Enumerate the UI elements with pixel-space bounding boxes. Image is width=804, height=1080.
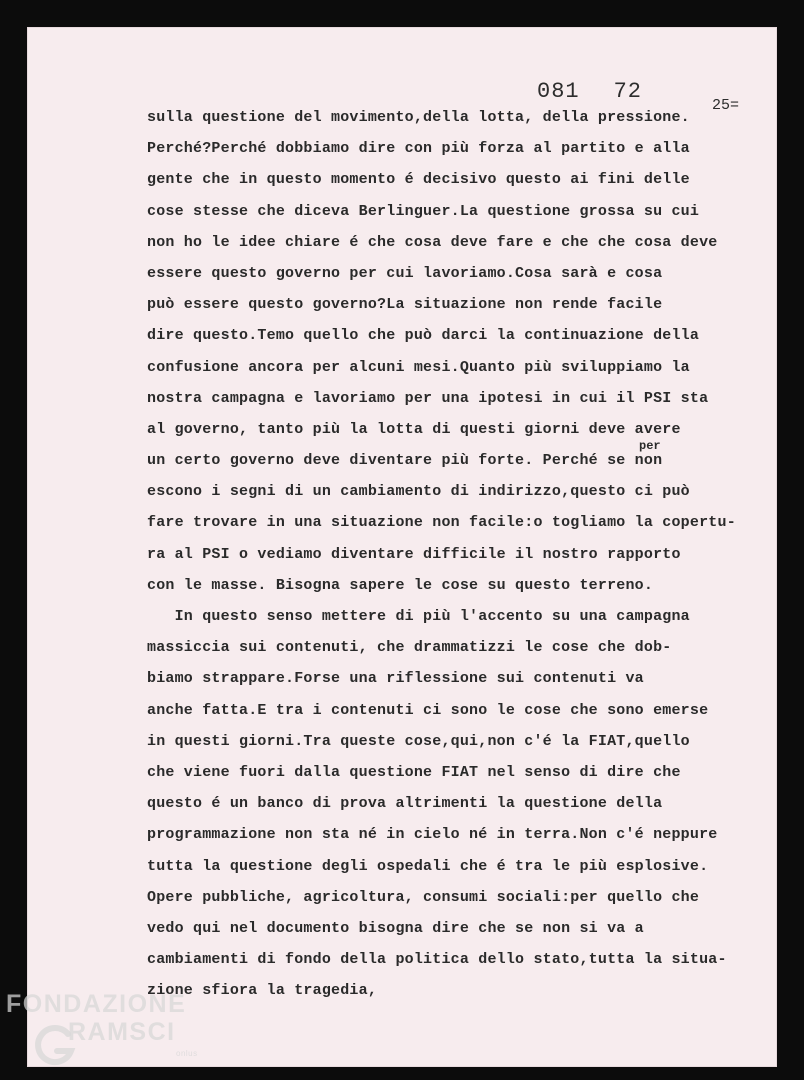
archive-numbers: [537, 79, 642, 104]
text-line: essere questo governo per cui lavoriamo.Cosa sarà e cosa: [147, 264, 663, 282]
archive-number-2: 72: [613, 79, 643, 104]
archive-number-1: 081: [537, 79, 580, 104]
text-line: confusione ancora per alcuni mesi.Quanto più sviluppiamo la: [147, 358, 690, 376]
text-line: gente che in questo momento é decisivo questo ai fini delle: [147, 171, 690, 189]
watermark-line-2: RAMSCI: [68, 1018, 176, 1046]
text-line: fare trovare in una situazione non facile:o togliamo la copertu-: [147, 514, 736, 532]
text-line: questo é un banco di prova altrimenti la questione della: [147, 795, 663, 813]
watermark-line-1: FONDAZIONE: [6, 990, 187, 1018]
gramsci-g-logo-icon: [32, 1024, 78, 1070]
text-line: dire questo.Temo quello che può darci la continuazione della: [147, 327, 700, 345]
page-number: 25=: [712, 97, 740, 114]
text-line: può essere questo governo?La situazione non rende facile: [147, 296, 663, 314]
text-line: anche fatta.E tra i contenuti ci sono le cose che sono emerse: [147, 701, 709, 719]
fondazione-gramsci-watermark: [6, 990, 198, 1058]
text-line: programmazione non sta né in cielo né in terra.Non c'é neppure: [147, 826, 718, 844]
text-line: cambiamenti di fondo della politica dello stato,tutta la situa-: [147, 951, 727, 969]
text-line: un certo governo deve diventare più forte. Perché se non: [147, 452, 663, 470]
text-line: zione sfiora la tragedia,: [147, 982, 378, 1000]
handwritten-correction: per: [639, 439, 661, 453]
text-line: che viene fuori dalla questione FIAT nel senso di dire che: [147, 763, 681, 781]
text-line: non ho le idee chiare é che cosa deve fare e che che cosa deve: [147, 233, 718, 251]
text-line: al governo, tanto più la lotta di questi giorni deve avere: [147, 420, 681, 438]
text-line: tutta la questione degli ospedali che é tra le più esplosive.: [147, 857, 709, 875]
text-line: biamo strappare.Forse una riflessione sui contenuti va: [147, 670, 644, 688]
text-line: massiccia sui contenuti, che drammatizzi le cose che dob-: [147, 639, 672, 657]
text-line: Perché?Perché dobbiamo dire con più forza al partito e alla: [147, 140, 690, 158]
text-line: con le masse. Bisogna sapere le cose su questo terreno.: [147, 576, 654, 594]
typed-text-body: [147, 102, 777, 1006]
text-line: in questi giorni.Tra queste cose,qui,non c'é la FIAT,quello: [147, 732, 690, 750]
text-line: cose stesse che diceva Berlinguer.La questione grossa su cui: [147, 202, 700, 220]
text-line: nostra campagna e lavoriamo per una ipotesi in cui il PSI sta: [147, 389, 709, 407]
text-line: sulla questione del movimento,della lotta, della pressione.: [147, 109, 690, 126]
text-line: Opere pubbliche, agricoltura, consumi sociali:per quello che: [147, 888, 700, 906]
text-line: vedo qui nel documento bisogna dire che se non si va a: [147, 919, 644, 937]
text-line: ra al PSI o vediamo diventare difficile il nostro rapporto: [147, 545, 681, 563]
text-line: escono i segni di un cambiamento di indirizzo,questo ci può: [147, 483, 690, 501]
text-line: In questo senso mettere di più l'accento su una campagna: [147, 608, 690, 625]
watermark-onlus: onlus: [176, 1049, 198, 1058]
